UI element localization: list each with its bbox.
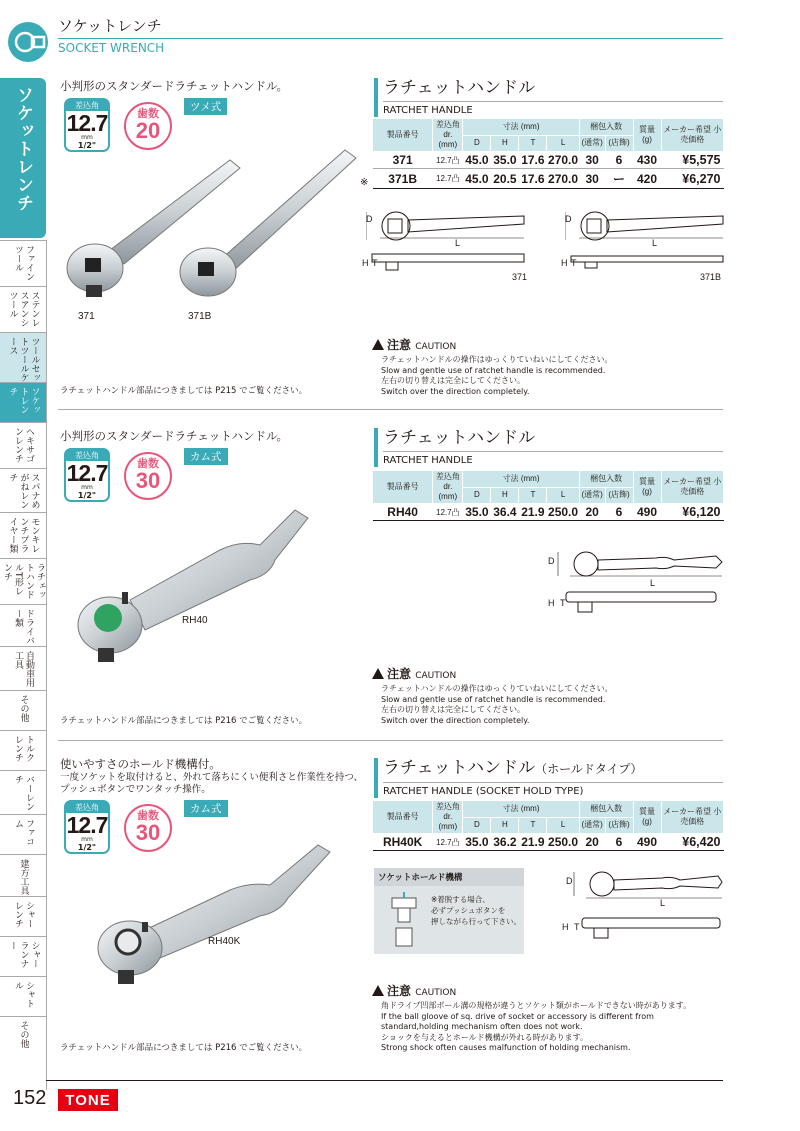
dim-t: T bbox=[372, 258, 378, 268]
sidebar-tab-label: シャーランナー bbox=[7, 941, 40, 968]
drive-badge-unit: mm bbox=[81, 484, 93, 491]
dim-d: D bbox=[548, 556, 555, 566]
diagram-371 bbox=[366, 202, 526, 282]
teeth-badge-number: 30 bbox=[135, 820, 161, 845]
cell-store: 6 bbox=[605, 504, 633, 521]
th-h: H bbox=[491, 817, 519, 834]
section2-title-en: RATCHET HANDLE bbox=[383, 451, 723, 467]
sidebar-tab-label: 建方工具 bbox=[18, 859, 29, 895]
section3-intro-detail: 一度ソケットを取付けると、外れて落ちにくい便利さと作業性を持つ、プッシュボタンでワンタッチ操作。 bbox=[60, 772, 364, 795]
page-number: 152 bbox=[13, 1087, 47, 1109]
diagram-rh40 bbox=[556, 548, 724, 620]
warning-icon bbox=[372, 339, 384, 350]
cell-mass: 420 bbox=[633, 169, 661, 189]
sidebar-tab[interactable] bbox=[0, 332, 46, 382]
th-d: D bbox=[463, 817, 491, 834]
product-label-rh40: RH40 bbox=[182, 615, 208, 626]
cell-l: 250.0 bbox=[548, 835, 579, 849]
cell-std: 20 bbox=[579, 504, 605, 521]
cell-sq: 12.7凸 bbox=[433, 169, 463, 189]
section2-product-image bbox=[70, 500, 330, 680]
sidebar-tab[interactable] bbox=[0, 770, 46, 814]
caution-heading: 注意 CAUTION bbox=[372, 984, 724, 1001]
section-divider bbox=[58, 409, 723, 410]
cell-mass: 490 bbox=[633, 834, 661, 851]
section1-intro: 小判形のスタンダードラチェットハンドル。 bbox=[60, 79, 289, 93]
cell-t: 17.6 bbox=[519, 152, 547, 169]
sidebar-tab-label: ファコム bbox=[13, 819, 34, 846]
cell-mass: 490 bbox=[633, 504, 661, 521]
sidebar-tab[interactable] bbox=[0, 730, 46, 770]
dim-h: H bbox=[561, 258, 568, 268]
teeth-badge-number: 30 bbox=[135, 468, 161, 493]
sidebar-tab-label: ラチェットハンドルT形レンチ bbox=[2, 563, 45, 599]
dim-l: L bbox=[650, 578, 656, 588]
cell-price: ¥6,120 bbox=[661, 504, 724, 521]
th-d: D bbox=[463, 135, 491, 152]
sidebar-tab[interactable] bbox=[0, 382, 46, 422]
section3-title-en: RATCHET HANDLE (SOCKET HOLD TYPE) bbox=[383, 782, 723, 798]
cell-sq: 12.7凸 bbox=[433, 504, 463, 521]
th-store: (店飾) bbox=[605, 817, 633, 834]
sidebar-tab-label: バーレンチ bbox=[13, 775, 34, 811]
cell-code: 371B bbox=[373, 169, 433, 189]
th-mass: 質量 (g) bbox=[633, 801, 661, 834]
section2-caution bbox=[372, 667, 724, 726]
sidebar-tab-label: 自動車用工具 bbox=[13, 651, 34, 687]
th-t: T bbox=[519, 135, 547, 152]
diagram-label-371: 371 bbox=[512, 272, 528, 282]
teeth-badge-label: 歯数 bbox=[137, 457, 159, 470]
sidebar-tab-label: その他 bbox=[18, 695, 29, 722]
cell-sq: 12.7凸 bbox=[433, 152, 463, 169]
cell-store: ー bbox=[605, 169, 633, 189]
sidebar-tab-label: ソケットレンチ bbox=[7, 387, 40, 414]
socket-wrench-icon bbox=[8, 22, 48, 62]
cell-mass: 430 bbox=[633, 152, 661, 169]
section3-type-tag: カム式 bbox=[184, 800, 228, 817]
caution-line: Switch over the direction completely. bbox=[381, 715, 530, 725]
th-std: (通常) bbox=[579, 817, 605, 834]
teeth-badge-label: 歯数 bbox=[137, 107, 159, 120]
drive-badge-label: 差込角 bbox=[66, 450, 108, 461]
section3-intro: 使いやすさのホールド機構付。 bbox=[60, 757, 221, 771]
product-label-371b: 371B bbox=[188, 311, 212, 322]
section1-title-en: RATCHET HANDLE bbox=[383, 101, 723, 117]
sidebar-tab[interactable] bbox=[0, 468, 46, 512]
dim-d: D bbox=[566, 876, 573, 886]
sidebar-tab[interactable] bbox=[0, 814, 46, 854]
section3-product-image bbox=[90, 830, 340, 1000]
section2-teeth-badge bbox=[124, 452, 172, 500]
diagram-rh40k bbox=[572, 868, 724, 944]
product-label-rh40k: RH40K bbox=[208, 936, 241, 947]
th-price: メーカー希望 小売価格 bbox=[661, 119, 724, 152]
sidebar-tab-label: ツールセットツールケース bbox=[7, 337, 40, 382]
caution-line: ショックを与えるとホールド機構が外れる時があります。 bbox=[381, 1032, 589, 1042]
dim-h: H bbox=[548, 598, 555, 608]
sidebar-tab[interactable] bbox=[0, 422, 46, 468]
th-d: D bbox=[463, 487, 491, 504]
teeth-badge-label: 歯数 bbox=[137, 809, 159, 822]
sidebar-tab[interactable] bbox=[0, 936, 46, 976]
section2-parts-note: ラチェットハンドル部品につきましては P216 でご覧ください。 bbox=[60, 716, 308, 726]
dim-d: D bbox=[565, 214, 572, 224]
cell-price: ¥6,420 bbox=[661, 834, 724, 851]
section2-title-jp: ラチェットハンドル bbox=[383, 428, 536, 448]
drive-badge-unit: mm bbox=[81, 836, 93, 843]
th-price: メーカー希望 小売価格 bbox=[661, 801, 724, 834]
cell-l: 270.0 bbox=[547, 169, 579, 189]
section2-title bbox=[374, 428, 723, 467]
th-std: (通常) bbox=[579, 135, 605, 152]
th-code: 製品番号 bbox=[373, 119, 433, 152]
cell-t: 21.9 bbox=[519, 504, 547, 521]
caution-line: 左右の切り替えは完全にしてください。 bbox=[381, 376, 525, 385]
section1-parts-note: ラチェットハンドル部品につきましては P215 でご覧ください。 bbox=[60, 386, 308, 396]
dim-l: L bbox=[660, 898, 666, 908]
warning-icon bbox=[372, 985, 384, 996]
caution-line: 左右の切り替えは完全にしてください。 bbox=[381, 705, 525, 714]
caution-heading: 注意 CAUTION bbox=[372, 338, 724, 355]
sidebar-tab-label: トルクレンチ bbox=[13, 735, 34, 762]
cell-d: 45.0 bbox=[463, 152, 491, 169]
caution-heading: 注意 CAUTION bbox=[372, 667, 724, 684]
th-dims: 寸法 (mm) bbox=[463, 801, 579, 818]
page-title: ソケットレンチ bbox=[58, 17, 162, 35]
table-row bbox=[373, 504, 724, 521]
sidebar-tab-label: ステンレスアンシツール bbox=[7, 291, 40, 327]
product-label-371: 371 bbox=[78, 311, 95, 322]
section2-spec-table bbox=[372, 470, 724, 521]
section3-parts-note: ラチェットハンドル部品につきましては P216 でご覧ください。 bbox=[60, 1043, 308, 1053]
caution-line: Slow and gentle use of ratchet handle is recommended. bbox=[381, 694, 606, 704]
caution-line: Strong shock often causes malfunction of holding mechanism. bbox=[381, 1043, 631, 1052]
cell-h: 35.0 bbox=[491, 152, 519, 169]
cell-l: 250.0 bbox=[548, 505, 579, 519]
th-l: L bbox=[547, 817, 579, 834]
sidebar-tab[interactable] bbox=[0, 512, 46, 558]
warning-icon bbox=[372, 668, 384, 679]
cell-std: 20 bbox=[579, 834, 605, 851]
caution-line: Switch over the direction completely. bbox=[381, 386, 530, 396]
cell-code: RH40 bbox=[373, 504, 433, 521]
section1-caution bbox=[372, 338, 724, 397]
sidebar-tab-label: その他 bbox=[18, 1021, 29, 1048]
footer-rule bbox=[46, 1080, 723, 1081]
sidebar-tab[interactable] bbox=[0, 558, 46, 604]
cell-store: 6 bbox=[605, 834, 633, 851]
sidebar-tab[interactable] bbox=[0, 896, 46, 936]
cell-h: 36.4 bbox=[491, 504, 519, 521]
socket-hold-title: ソケットホールド機構 bbox=[374, 868, 524, 886]
sidebar-tab[interactable] bbox=[0, 1016, 46, 1062]
th-std: (通常) bbox=[579, 487, 605, 504]
section1-title bbox=[374, 78, 723, 117]
th-code: 製品番号 bbox=[373, 471, 433, 504]
th-store: (店飾) bbox=[605, 135, 633, 152]
dim-d: D bbox=[366, 214, 373, 224]
drive-badge-inch: 1/2" bbox=[77, 491, 97, 500]
section2-type-tag: カム式 bbox=[184, 448, 228, 465]
sidebar-rule bbox=[46, 240, 47, 1090]
drive-badge-inch: 1/2" bbox=[77, 141, 97, 150]
th-dims: 寸法 (mm) bbox=[463, 471, 579, 488]
cell-std: 30 bbox=[579, 169, 605, 189]
th-l: L bbox=[547, 487, 579, 504]
th-qty: 梱包入数 bbox=[579, 471, 633, 488]
section1-type-tag: ツメ式 bbox=[184, 98, 227, 115]
section3-title-jp: ラチェットハンドル（ホールドタイプ） bbox=[383, 758, 643, 778]
drive-badge-label: 差込角 bbox=[66, 100, 108, 111]
th-sq: 差込角 dr. (mm) bbox=[433, 801, 463, 834]
th-t: T bbox=[519, 817, 547, 834]
section3-caution bbox=[372, 984, 724, 1054]
drive-badge-number: 12.7 bbox=[66, 110, 108, 136]
cell-std: 30 bbox=[579, 152, 605, 169]
socket-hold-illustration bbox=[384, 890, 424, 950]
caution-line: If the ball gloove of sq. drive of socket or accessory is different from standard,holding mechanism often does not work. bbox=[381, 1011, 654, 1031]
sidebar-tab[interactable] bbox=[0, 690, 46, 730]
dim-t: T bbox=[574, 922, 580, 932]
diagram-371b bbox=[565, 202, 725, 282]
th-price: メーカー希望 小売価格 bbox=[661, 471, 724, 504]
sidebar-tab[interactable] bbox=[0, 286, 46, 332]
drive-badge-label: 差込角 bbox=[66, 802, 108, 813]
th-qty: 梱包入数 bbox=[579, 119, 633, 136]
cell-t: 21.9 bbox=[519, 834, 547, 851]
cell-price: ¥5,575 bbox=[661, 152, 724, 169]
caution-line: Slow and gentle use of ratchet handle is recommended. bbox=[381, 365, 606, 375]
caution-line: ラチェットハンドルの操作はゆっくりていねいにしてください。 bbox=[381, 355, 613, 364]
th-l: L bbox=[547, 135, 579, 152]
cell-d: 45.0 bbox=[463, 169, 491, 189]
cell-l: 270.0 bbox=[548, 153, 579, 167]
sidebar-tab[interactable] bbox=[0, 646, 46, 690]
drive-badge-unit: mm bbox=[81, 134, 93, 141]
cell-price: ¥6,270 bbox=[661, 169, 724, 189]
sidebar-tab-label: スパナめがねレンチ bbox=[7, 473, 40, 509]
th-mass: 質量 (g) bbox=[633, 471, 661, 504]
sidebar-tab-label: ファインツール bbox=[13, 245, 34, 281]
sidebar-tab[interactable] bbox=[0, 604, 46, 646]
page-subtitle: SOCKET WRENCH bbox=[58, 41, 165, 55]
cell-h: 20.5 bbox=[491, 169, 519, 189]
section1-product-image bbox=[60, 140, 360, 320]
dim-t: T bbox=[571, 258, 577, 268]
table-row bbox=[373, 152, 724, 169]
caution-line: 角ドライブ凹部ボール溝の規格が違うとソケット類がホールドできない時があります。 bbox=[381, 1001, 692, 1010]
section3-title bbox=[374, 758, 723, 798]
section2-drive-badge bbox=[64, 448, 110, 502]
th-sq: 差込角 dr. (mm) bbox=[433, 119, 463, 152]
table-row bbox=[373, 169, 724, 189]
header-rule bbox=[58, 38, 723, 39]
cell-h: 36.2 bbox=[491, 834, 519, 851]
brand-logo: TONE bbox=[58, 1089, 118, 1111]
section3-spec-table bbox=[372, 800, 724, 851]
caution-line: ラチェットハンドルの操作はゆっくりていねいにしてください。 bbox=[381, 684, 613, 693]
sidebar-tab[interactable] bbox=[0, 854, 46, 896]
th-code: 製品番号 bbox=[373, 801, 433, 834]
th-mass: 質量 (g) bbox=[633, 119, 661, 152]
th-store: (店飾) bbox=[605, 487, 633, 504]
teeth-badge-number: 20 bbox=[135, 118, 161, 143]
sidebar-tab-label: ドライバー類 bbox=[13, 609, 34, 645]
cell-sq: 12.7凸 bbox=[433, 834, 463, 851]
th-h: H bbox=[491, 487, 519, 504]
sidebar-tab-label: シャトル bbox=[13, 981, 34, 1008]
section1-title-jp: ラチェットハンドル bbox=[383, 78, 536, 98]
sidebar-tab-label: モンキレンチプライヤー類 bbox=[7, 517, 40, 553]
cell-d: 35.0 bbox=[463, 834, 491, 851]
cell-d: 35.0 bbox=[463, 504, 491, 521]
cell-code: RH40K bbox=[373, 834, 433, 851]
cell-store: 6 bbox=[605, 152, 633, 169]
drive-badge-number: 12.7 bbox=[66, 812, 108, 838]
dim-l: L bbox=[652, 238, 658, 248]
dim-h: H bbox=[362, 258, 369, 268]
drive-badge-number: 12.7 bbox=[66, 460, 108, 486]
sidebar-active-category[interactable] bbox=[0, 78, 46, 238]
section-divider bbox=[58, 740, 723, 741]
table-row bbox=[373, 834, 724, 851]
sidebar-tab[interactable] bbox=[0, 976, 46, 1016]
dim-l: L bbox=[455, 238, 461, 248]
th-qty: 梱包入数 bbox=[579, 801, 633, 818]
row-note-mark: ※ bbox=[360, 177, 369, 188]
socket-hold-box bbox=[374, 868, 524, 954]
cell-code: 371 bbox=[373, 152, 433, 169]
dim-t: T bbox=[560, 598, 566, 608]
th-t: T bbox=[519, 487, 547, 504]
sidebar-tab-label: ヘキサゴンレンチ bbox=[13, 427, 34, 463]
sidebar-active-label: ソケットレンチ bbox=[13, 86, 33, 212]
diagram-label-371b: 371B bbox=[700, 272, 722, 282]
th-dims: 寸法 (mm) bbox=[463, 119, 579, 136]
sidebar-tab[interactable] bbox=[0, 240, 46, 286]
cell-t: 17.6 bbox=[519, 169, 547, 189]
dim-h: H bbox=[562, 922, 569, 932]
th-sq: 差込角 dr. (mm) bbox=[433, 471, 463, 504]
sidebar-tab-label: シャーレンチ bbox=[13, 901, 34, 928]
th-h: H bbox=[491, 135, 519, 152]
socket-hold-note: ※着脱する場合、 必ずプッシュボタンを 押しながら行って下さい。 bbox=[431, 895, 521, 926]
drive-badge-inch: 1/2" bbox=[77, 843, 97, 852]
section1-spec-table bbox=[372, 118, 724, 189]
section2-intro: 小判形のスタンダードラチェットハンドル。 bbox=[60, 429, 289, 443]
